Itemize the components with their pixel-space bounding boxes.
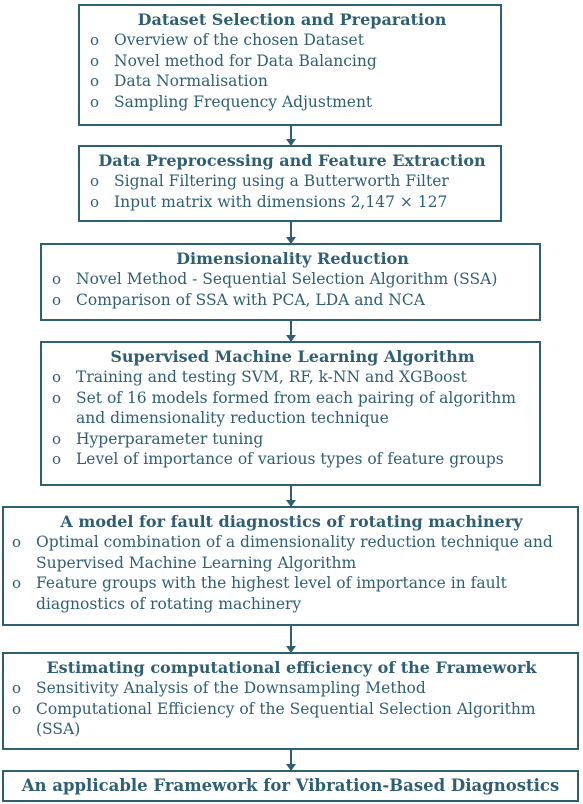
- bullet-icon: o: [12, 679, 22, 697]
- final-title: An applicable Framework for Vibration-Based Diagnostics: [21, 776, 560, 795]
- list-item: o Computational Efficiency of the Sequential Selection Algorithm (SSA): [12, 699, 536, 738]
- list-item: o Signal Filtering using a Butterworth Filter: [90, 172, 449, 190]
- list-item: o Sampling Frequency Adjustment: [90, 92, 373, 111]
- list-item: o Level of importance of various types of feature groups: [52, 450, 504, 468]
- bullet-icon: o: [90, 92, 100, 111]
- flow-arrow: [290, 750, 292, 770]
- flow-arrow: [290, 222, 292, 243]
- bullet-icon: o: [12, 533, 22, 551]
- list-item: o Feature groups with the highest level of importance in fault diagnostics of rotating machinery: [12, 574, 507, 613]
- bullet-icon: o: [12, 699, 22, 718]
- flow-arrow: [290, 626, 292, 652]
- bullet-icon: o: [52, 270, 62, 288]
- list-item: o Optimal combination of a dimensionality reduction technique and Supervised Machine Learning Algorithm: [12, 533, 553, 572]
- bullet-icon: o: [52, 368, 62, 386]
- box-title: Supervised Machine Learning Algorithm: [110, 347, 475, 366]
- box-title: Dataset Selection and Preparation: [137, 10, 447, 29]
- box-title: A model for fault diagnostics of rotating machinery: [60, 512, 523, 531]
- flow-arrow: [290, 486, 292, 506]
- box-fault-diagnostics-model: [2, 506, 579, 626]
- list-item: o Hyperparameter tuning: [52, 429, 264, 448]
- box-dimensionality-reduction: [40, 243, 541, 321]
- item-list: [46, 269, 539, 310]
- flow-arrow: [290, 126, 292, 145]
- list-item: o Overview of the chosen Dataset: [90, 31, 364, 49]
- box-title: Estimating computational efficiency of the Framework: [46, 658, 537, 677]
- list-item: o Set of 16 models formed from each pairing of algorithm and dimensionality reduction technique: [52, 388, 516, 427]
- item-list: [6, 678, 577, 740]
- bullet-icon: o: [52, 388, 62, 407]
- box-preprocessing: [78, 145, 502, 222]
- list-item: o Data Normalisation: [90, 72, 268, 90]
- bullet-icon: o: [90, 192, 100, 211]
- box-dataset-selection: [78, 4, 502, 126]
- list-item: o Novel method for Data Balancing: [90, 51, 377, 70]
- box-supervised-ml: [40, 341, 541, 486]
- list-item: o Comparison of SSA with PCA, LDA and NCA: [52, 290, 425, 309]
- box-title: Dimensionality Reduction: [176, 249, 409, 268]
- bullet-icon: o: [52, 290, 62, 309]
- list-item: o Novel Method - Sequential Selection Algorithm (SSA): [52, 270, 498, 288]
- bullet-icon: o: [90, 51, 100, 70]
- bullet-icon: o: [90, 72, 100, 90]
- list-item: o Sensitivity Analysis of the Downsampling Method: [12, 679, 426, 697]
- bullet-icon: o: [52, 429, 62, 448]
- bullet-icon: o: [12, 574, 22, 592]
- list-item: o Training and testing SVM, RF, k-NN and XGBoost: [52, 368, 467, 386]
- flow-arrow: [290, 321, 292, 341]
- item-list: [84, 171, 500, 212]
- box-title: Data Preprocessing and Feature Extraction: [98, 151, 486, 170]
- bullet-icon: o: [90, 172, 100, 190]
- list-item: o Input matrix with dimensions 2,147 × 127: [90, 192, 448, 211]
- box-computational-efficiency: [2, 652, 579, 750]
- item-list: [46, 367, 539, 470]
- box-final-framework: [2, 770, 579, 802]
- item-list: [84, 30, 500, 112]
- item-list: [6, 532, 577, 614]
- bullet-icon: o: [90, 31, 100, 49]
- bullet-icon: o: [52, 450, 62, 468]
